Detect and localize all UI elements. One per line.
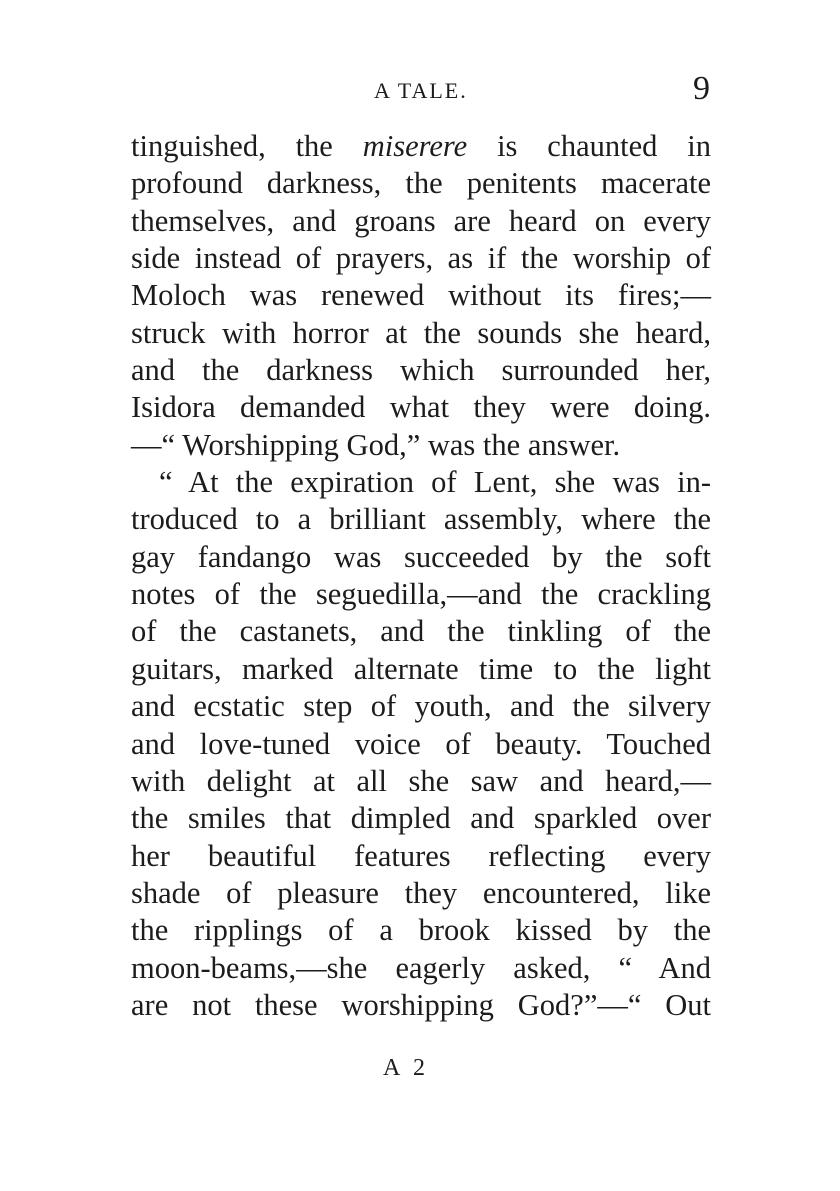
text-line: Isidora demanded what they were doing. — [131, 390, 711, 425]
text-line: troduced to a brilliant assembly, where the — [131, 502, 711, 537]
text-line: shade of pleasure they encountered, like — [131, 875, 711, 910]
body-text — [131, 128, 711, 1024]
text-segment: tinguished, the — [131, 129, 363, 163]
text-line: and love-tuned voice of beauty. Touched — [131, 726, 711, 761]
text-line: notes of the seguedilla,—and the crackling — [131, 577, 711, 612]
running-head — [0, 70, 840, 110]
text-line: side instead of prayers, as if the worship of — [131, 241, 711, 276]
text-line: guitars, marked alternate time to the light — [131, 651, 711, 686]
text-line — [131, 128, 711, 165]
text-line: themselves, and groans are heard on every — [131, 203, 711, 238]
text-line: moon-beams,—she eagerly asked, “ And — [131, 950, 711, 985]
text-line: gay fandango was succeeded by the soft — [131, 539, 711, 574]
page-number: 9 — [693, 70, 710, 107]
text-line: —“ Worshipping God,” was the answer. — [131, 427, 621, 462]
text-segment: is chaunted in — [467, 129, 711, 163]
text-line: with delight at all she saw and heard,— — [131, 763, 711, 798]
text-line: are not these worshipping God?”—“ Out — [131, 987, 711, 1022]
paragraph-start-line: “ At the expiration of Lent, she was in- — [159, 465, 711, 500]
text-line: profound darkness, the penitents macerate — [131, 166, 711, 201]
running-head-title: A TALE. — [374, 78, 468, 103]
text-line: the ripplings of a brook kissed by the — [131, 913, 711, 948]
text-line: struck with horror at the sounds she heard, — [131, 315, 711, 350]
signature-mark: A 2 — [383, 1055, 430, 1081]
text-line: her beautiful features reflecting every — [131, 838, 711, 873]
text-line: and the darkness which surrounded her, — [131, 353, 711, 388]
italic-term: miserere — [362, 129, 468, 163]
text-line: Moloch was renewed without its fires;— — [131, 278, 711, 313]
text-line: of the castanets, and the tinkling of the — [131, 614, 711, 649]
text-line: and ecstatic step of youth, and the silvery — [131, 689, 711, 724]
text-line: the smiles that dimpled and sparkled over — [131, 801, 711, 836]
